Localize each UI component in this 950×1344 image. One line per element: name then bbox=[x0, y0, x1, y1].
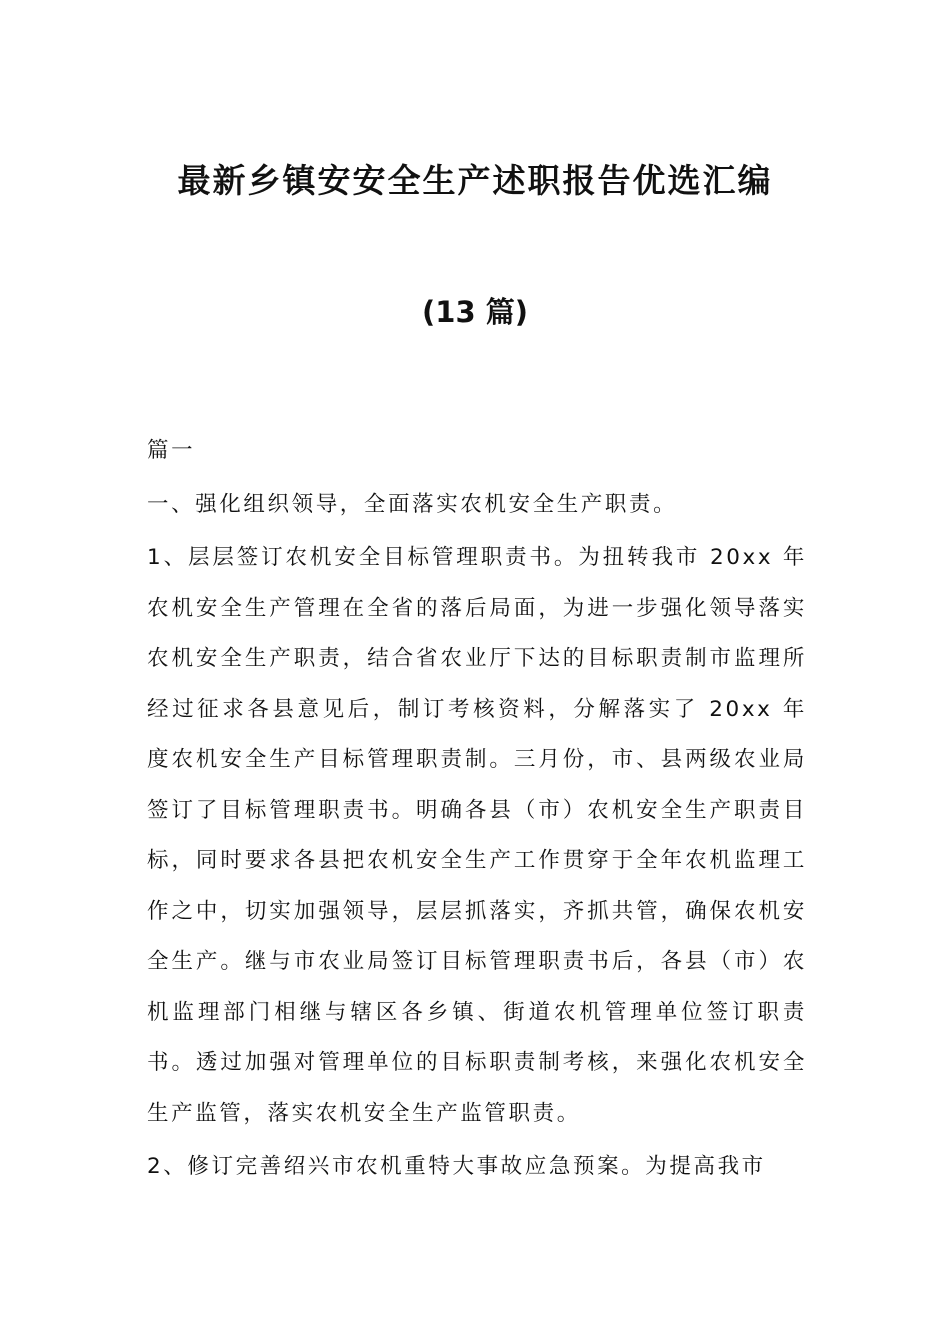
paragraph: 1、层层签订农机安全目标管理职责书。为扭转我市 20xx 年农机安全生产管理在全省的落后局面，为进一步强化领导落实农机安全生产职责，结合省农业厅下达的目标职责制市监理所经过征求各县意见后，制订考核资料，分解落实了 20xx 年度农机安全生产目标管理职责制。三月份，市、县两级农业局签订了目标管理职责书。明确各县（市）农机安全生产职责目标，同时要求各县把农机安全生产工作贯穿于全年农机监理工作之中，切实加强领导，层层抓落实，齐抓共管，确保农机安全生产。继与市农业局签订目标管理职责书后，各县（市）农机监理部门相继与辖区各乡镇、街道农机管理单位签订职责书。透过加强对管理单位的目标职责制考核，来强化农机安全生产监管，落实农机安全生产监管职责。 bbox=[147, 545, 807, 1126]
paragraph: 2、修订完善绍兴市农机重特大事故应急预案。为提高我市 bbox=[147, 1154, 766, 1179]
document-subtitle: (13 篇) bbox=[422, 295, 528, 329]
document-body bbox=[147, 426, 807, 1196]
section-heading: 篇一 bbox=[147, 438, 196, 463]
document-title: 最新乡镇安安全生产述职报告优选汇编 bbox=[177, 161, 773, 200]
paragraph: 一、强化组织领导，全面落实农机安全生产职责。 bbox=[147, 491, 678, 517]
